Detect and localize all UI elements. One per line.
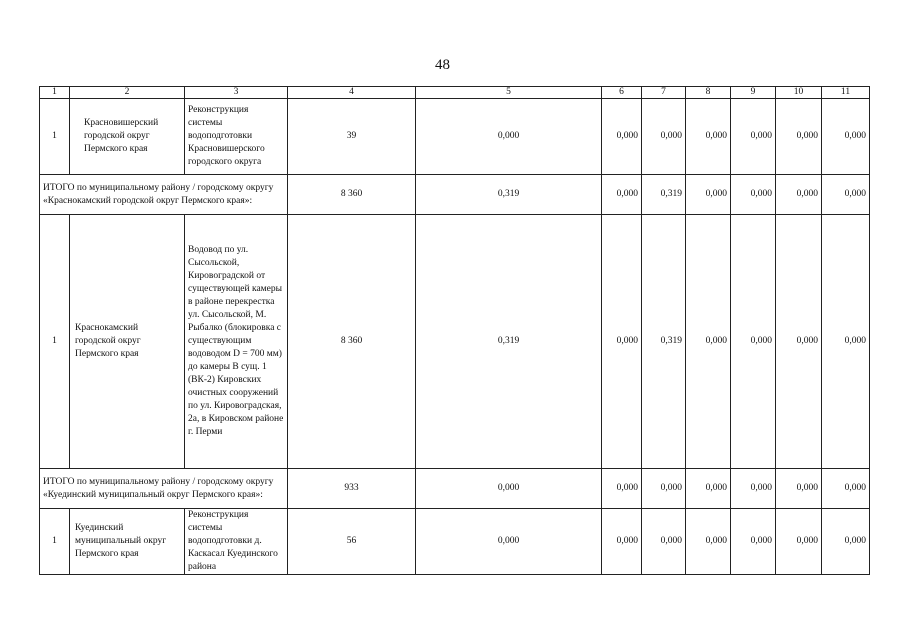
value-cell: 0,000 xyxy=(776,99,822,175)
value-cell: 0,000 xyxy=(731,99,776,175)
value-cell: 0,000 xyxy=(822,509,870,575)
object-name: Реконструкция системы водоподготовки д. Каскасал Куединского района xyxy=(185,509,288,575)
value-cell: 0,000 xyxy=(642,469,686,509)
object-name: Водовод по ул. Сысольской, Кировоградской от существующей камеры в районе перекрестка ул. Сысольской, М. Рыбалко (блокировка с существующим водоводом D = 700 мм) до камеры В сущ. 1 (ВК-2) Кировских очистных сооружений по ул. Кировоградская, 2а, в Кировском районе г. Перми xyxy=(185,215,288,469)
value-cell: 0,319 xyxy=(416,175,602,215)
column-header: 5 xyxy=(416,87,602,99)
value-cell: 8 360 xyxy=(288,175,416,215)
column-header: 6 xyxy=(602,87,642,99)
value-cell: 0,319 xyxy=(642,175,686,215)
column-header: 9 xyxy=(731,87,776,99)
value-cell: 0,000 xyxy=(686,469,731,509)
value-cell: 39 xyxy=(288,99,416,175)
value-cell: 0,000 xyxy=(602,215,642,469)
value-cell: 0,000 xyxy=(602,99,642,175)
value-cell: 0,000 xyxy=(602,509,642,575)
value-cell: 0,000 xyxy=(686,215,731,469)
column-header: 1 xyxy=(40,87,70,99)
value-cell: 0,000 xyxy=(822,99,870,175)
data-table xyxy=(39,86,870,575)
value-cell: 0,000 xyxy=(686,99,731,175)
value-cell: 56 xyxy=(288,509,416,575)
value-cell: 0,319 xyxy=(416,215,602,469)
value-cell: 0,000 xyxy=(776,469,822,509)
value-cell: 0,000 xyxy=(642,99,686,175)
row-number: 1 xyxy=(40,215,70,469)
column-header: 4 xyxy=(288,87,416,99)
column-header: 2 xyxy=(70,87,185,99)
column-header: 7 xyxy=(642,87,686,99)
value-cell: 0,000 xyxy=(731,215,776,469)
municipality-name: Краснокамский городской округ Пермского края xyxy=(70,215,185,469)
value-cell: 0,000 xyxy=(686,509,731,575)
value-cell: 0,000 xyxy=(731,175,776,215)
table-row xyxy=(40,215,870,469)
total-label: ИТОГО по муниципальному району / городскому округу «Краснокамский городской округ Пермского края»: xyxy=(40,175,288,215)
row-number: 1 xyxy=(40,509,70,575)
value-cell: 0,000 xyxy=(731,509,776,575)
column-header: 8 xyxy=(686,87,731,99)
total-row xyxy=(40,175,870,215)
value-cell: 0,000 xyxy=(686,175,731,215)
total-label: ИТОГО по муниципальному району / городскому округу «Куединский муниципальный округ Пермского края»: xyxy=(40,469,288,509)
value-cell: 0,000 xyxy=(602,469,642,509)
value-cell: 8 360 xyxy=(288,215,416,469)
value-cell: 0,000 xyxy=(731,469,776,509)
table-row xyxy=(40,99,870,175)
value-cell: 0,319 xyxy=(642,215,686,469)
object-name: Реконструкция системы водоподготовки Красновишерского городского округа xyxy=(185,99,288,175)
value-cell: 0,000 xyxy=(822,469,870,509)
municipality-name: Красновишерский городской округ Пермского края xyxy=(70,99,185,175)
column-header: 11 xyxy=(822,87,870,99)
column-header: 3 xyxy=(185,87,288,99)
value-cell: 0,000 xyxy=(822,215,870,469)
value-cell: 0,000 xyxy=(416,509,602,575)
page-number: 48 xyxy=(435,57,450,73)
header-row xyxy=(40,87,870,99)
value-cell: 0,000 xyxy=(776,509,822,575)
total-row xyxy=(40,469,870,509)
value-cell: 0,000 xyxy=(776,215,822,469)
value-cell: 0,000 xyxy=(602,175,642,215)
value-cell: 0,000 xyxy=(776,175,822,215)
value-cell: 0,000 xyxy=(642,509,686,575)
value-cell: 0,000 xyxy=(416,469,602,509)
row-number: 1 xyxy=(40,99,70,175)
municipality-name: Куединский муниципальный округ Пермского края xyxy=(70,509,185,575)
value-cell: 0,000 xyxy=(416,99,602,175)
table-row xyxy=(40,509,870,575)
column-header: 10 xyxy=(776,87,822,99)
value-cell: 0,000 xyxy=(822,175,870,215)
value-cell: 933 xyxy=(288,469,416,509)
